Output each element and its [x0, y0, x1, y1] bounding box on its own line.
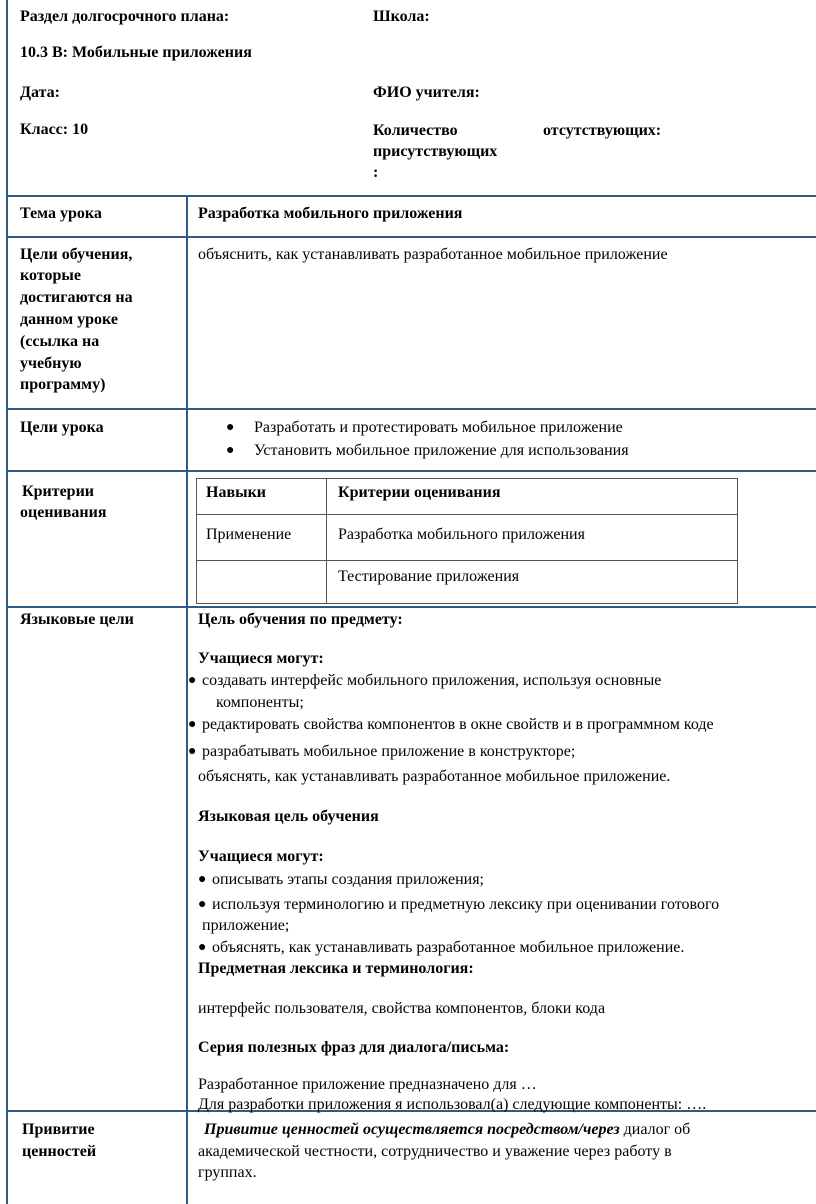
objectives-label-1: Цели обучения,: [20, 246, 133, 263]
teacher-label: ФИО учителя:: [373, 84, 480, 101]
date-label: Дата:: [20, 84, 60, 101]
class-label: Класс: 10: [20, 121, 89, 138]
table-border-left: [6, 0, 8, 1204]
criteria-cell-criterion: Тестирование приложения: [338, 568, 520, 585]
vocab-text: интерфейс пользователя, свойства компонентов, блоки кода: [198, 1000, 606, 1017]
bullet-icon: ●: [198, 897, 207, 912]
lesson-goals-label: Цели урока: [20, 419, 104, 436]
values-text-1: диалог об: [619, 1121, 691, 1138]
inner-table-row1: [196, 514, 738, 515]
language-label: Языковые цели: [20, 611, 134, 628]
vocab-heading: Предметная лексика и терминология:: [198, 960, 474, 977]
criteria-cell-skill: Применение: [206, 526, 292, 543]
values-label-1: Привитие: [22, 1121, 95, 1138]
objectives-label-4: данном уроке: [20, 311, 118, 328]
objectives-value: объяснить, как устанавливать разработанное мобильное приложение: [198, 246, 668, 263]
table-divider-column: [186, 196, 188, 1204]
lesson-goal-item: Установить мобильное приложение для использования: [254, 442, 629, 459]
bullet-icon: ●: [226, 420, 235, 435]
bullet-icon: ●: [188, 717, 197, 732]
criteria-label-2: оценивания: [20, 504, 107, 521]
inner-table-row2: [196, 560, 738, 561]
language-item: объяснять, как устанавливать разработанное мобильное приложение.: [212, 939, 685, 956]
lesson-goal-item: Разработать и протестировать мобильное приложение: [254, 419, 623, 436]
objectives-label-7: программу): [20, 376, 106, 393]
language-goal-heading: Языковая цель обучения: [198, 808, 379, 825]
bullet-icon: ●: [198, 872, 207, 887]
bullet-icon: ●: [198, 940, 207, 955]
section-label: Раздел долгосрочного плана:: [20, 8, 230, 25]
bullet-icon: ●: [188, 673, 197, 688]
subject-plain-item: объяснять, как устанавливать разработанное мобильное приложение.: [198, 768, 671, 785]
values-text-line-3: группах.: [198, 1164, 257, 1181]
language-item-cont: приложение;: [202, 917, 290, 934]
subject-item-cont: компоненты;: [216, 694, 304, 711]
table-border-header-bottom: [6, 195, 816, 197]
subject-item: создавать интерфейс мобильного приложения, используя основные: [202, 672, 662, 689]
inner-table-left: [196, 478, 197, 604]
language-item: используя терминологию и предметную лексику при оценивании готового: [212, 896, 720, 913]
criteria-label-1: Критерии: [22, 483, 95, 500]
criteria-header-skills: Навыки: [206, 484, 267, 501]
objectives-label-5: (ссылка на: [20, 333, 100, 350]
phrase-line: Для разработки приложения я использовал(а) следующие компоненты: ….: [198, 1096, 707, 1113]
count-label-4: :: [373, 164, 379, 181]
table-border-topic: [6, 236, 816, 238]
inner-table-mid: [326, 478, 327, 604]
table-border-criteria: [6, 606, 816, 608]
objectives-label-2: которые: [20, 267, 81, 284]
objectives-label-3: достигаются на: [20, 289, 133, 306]
table-border-goals: [6, 470, 816, 472]
values-text-line-1: [204, 1119, 690, 1140]
inner-table-top: [196, 478, 738, 479]
values-label-2: ценностей: [22, 1143, 97, 1160]
phrases-heading: Серия полезных фраз для диалога/письма:: [198, 1039, 510, 1056]
bullet-icon: ●: [226, 443, 235, 458]
students-can-heading: Учащиеся могут:: [198, 650, 324, 667]
subject-item: разрабатывать мобильное приложение в конструкторе;: [202, 743, 576, 760]
table-border-objectives: [6, 408, 816, 410]
count-label-3: присутствующих: [373, 143, 498, 160]
topic-value: Разработка мобильного приложения: [198, 205, 463, 222]
topic-label: Тема урока: [20, 205, 102, 222]
inner-table-right: [737, 478, 738, 604]
values-text-line-2: академической честности, сотрудничество и уважение через работу в: [198, 1143, 672, 1160]
count-label-1: Количество: [373, 122, 458, 139]
inner-table-bottom: [196, 603, 738, 604]
unit-title: 10.3 В: Мобильные приложения: [20, 44, 252, 61]
subject-goal-heading: Цель обучения по предмету:: [198, 611, 403, 628]
students-can-heading: Учащиеся могут:: [198, 848, 324, 865]
bullet-icon: ●: [188, 744, 197, 759]
count-label-2: отсутствующих:: [543, 122, 662, 139]
objectives-label-6: учебную: [20, 355, 82, 372]
criteria-header-criteria: Критерии оценивания: [338, 484, 501, 501]
values-lead: Привитие ценностей осуществляется посредством/через: [204, 1121, 620, 1138]
phrase-line: Разработанное приложение предназначено для …: [198, 1076, 537, 1093]
school-label: Школа:: [373, 8, 430, 25]
language-item: описывать этапы создания приложения;: [212, 871, 484, 888]
subject-item: редактировать свойства компонентов в окне свойств и в программном коде: [202, 716, 714, 733]
criteria-cell-criterion: Разработка мобильного приложения: [338, 526, 585, 543]
